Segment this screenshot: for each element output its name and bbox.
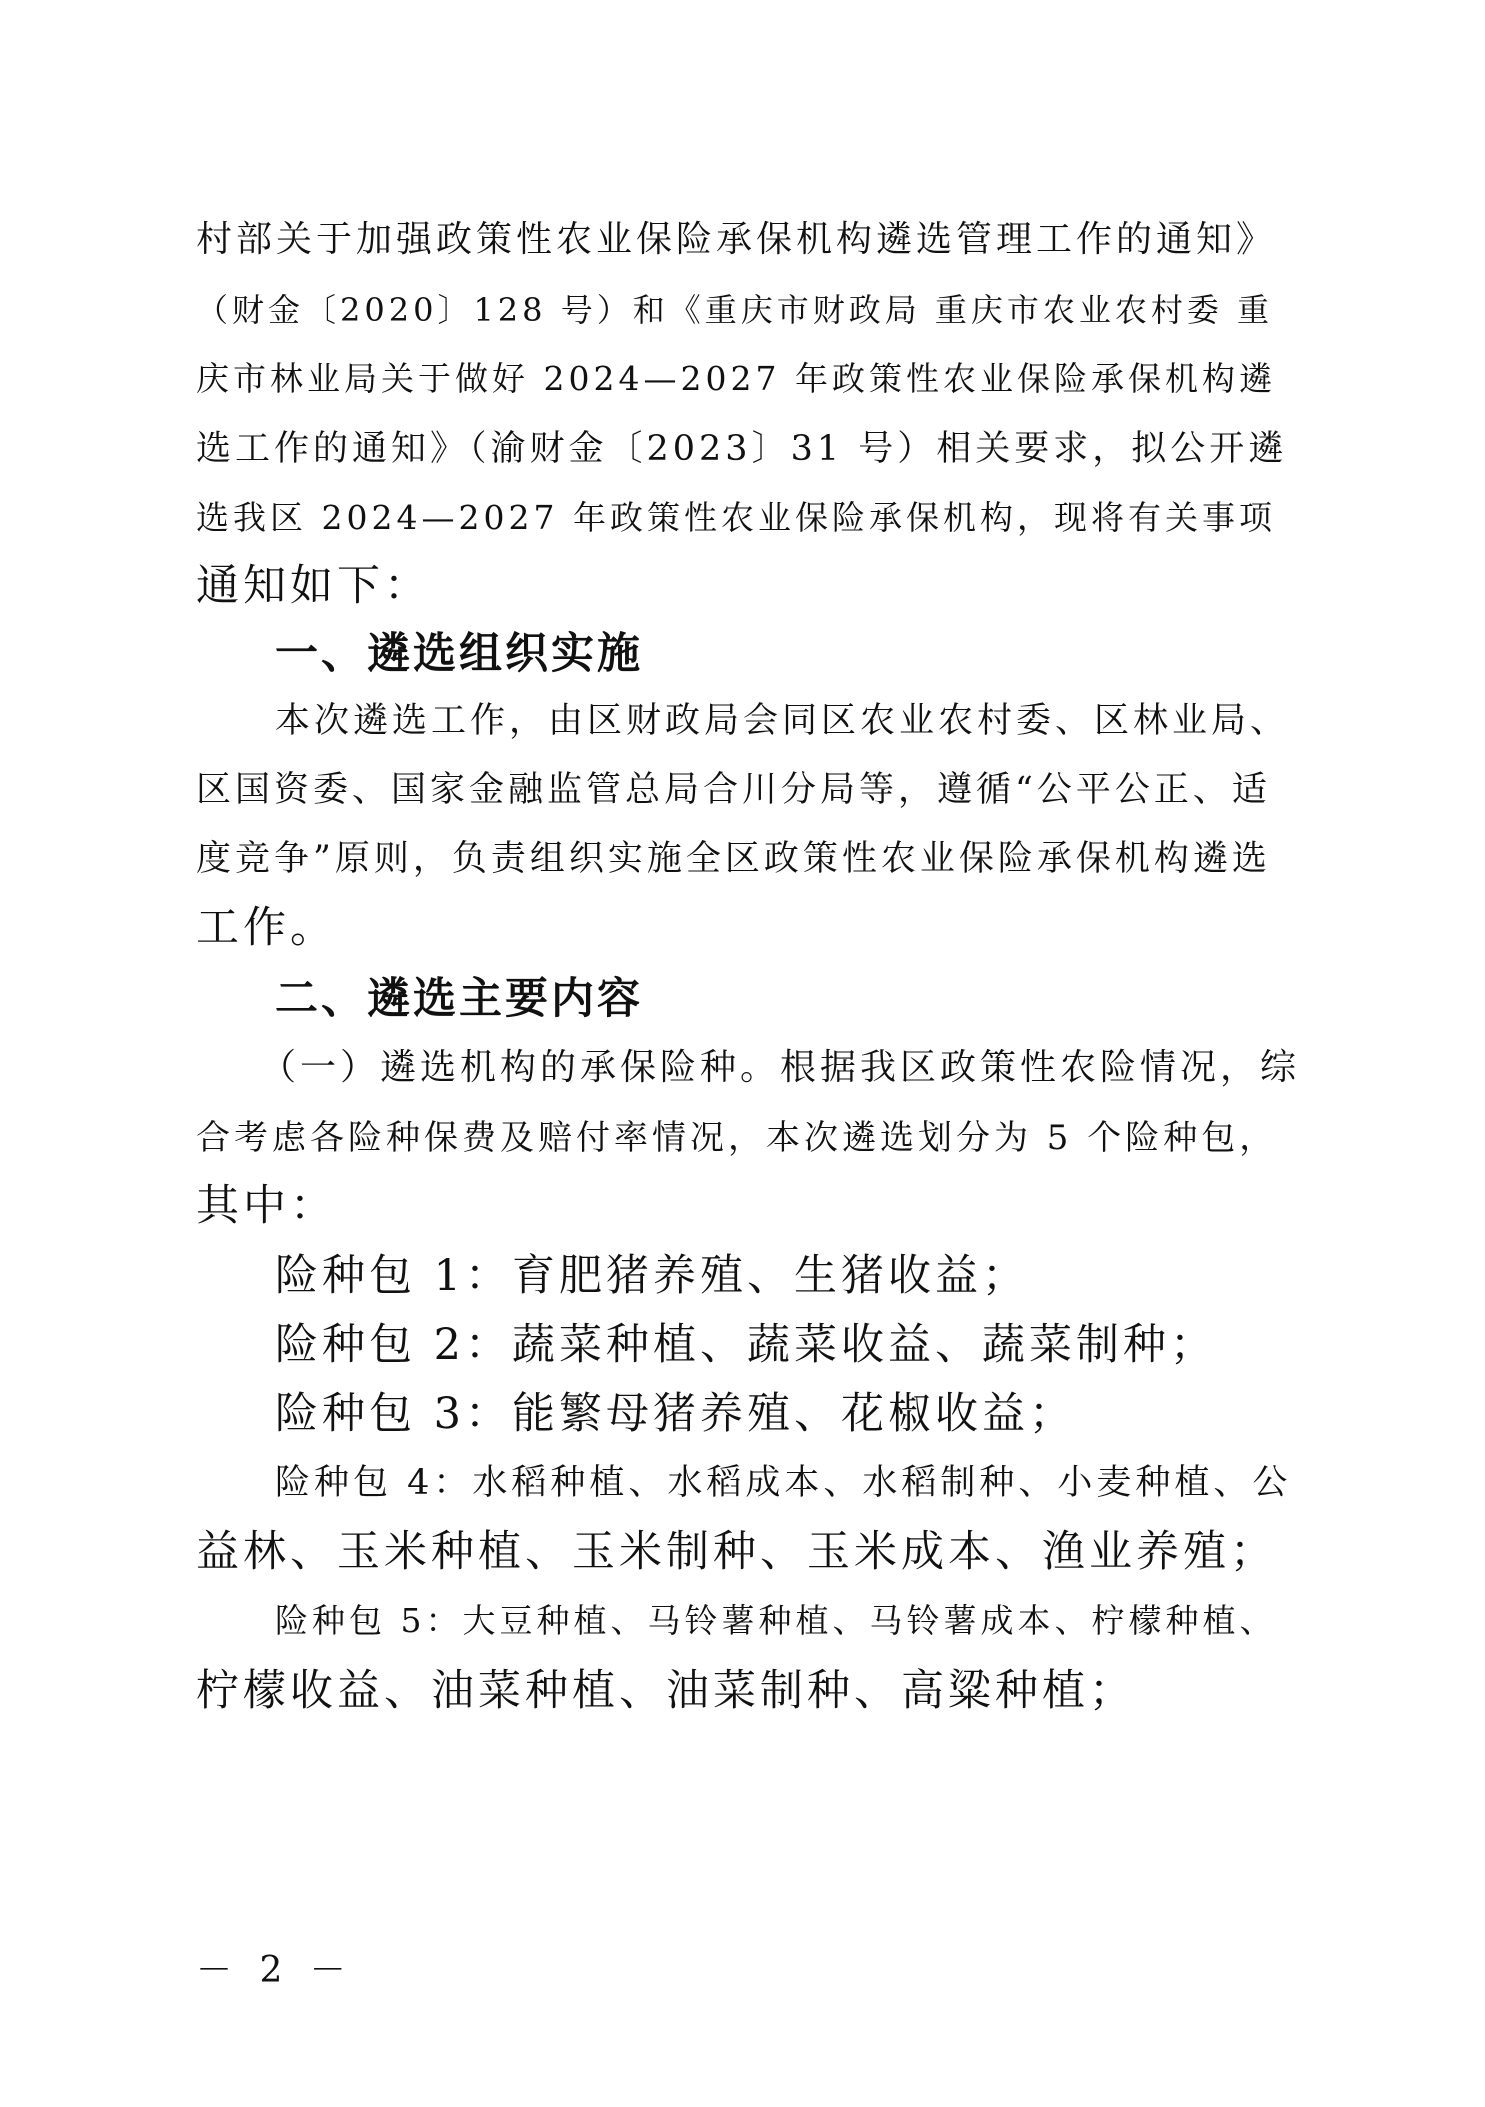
body-text-line: 本次遴选工作，由区财政局会同区农业农村委、区林业局、 — [275, 701, 1290, 741]
body-text-line: 庆市林业局关于做好 2024—2027 年政策性农业保险承保机构遴 — [196, 359, 1276, 398]
list-item: 险种包 2：蔬菜种植、蔬菜收益、蔬菜制种； — [275, 1320, 1218, 1370]
body-text-line: 工作。 — [196, 903, 337, 953]
list-item: 险种包 1：育肥猪养殖、生猪收益； — [275, 1251, 1030, 1301]
body-text-line: 村部关于加强政策性农业保险承保机构遴选管理工作的通知》 — [196, 219, 1277, 260]
section-heading-1: 一、遴选组织实施 — [275, 629, 643, 679]
list-item-continuation: 柠檬收益、油菜种植、油菜制种、高粱种植； — [196, 1666, 1136, 1716]
page-number: － 2 － — [196, 1950, 354, 1991]
body-text-line: 选工作的通知》（渝财金〔2023〕31 号）相关要求，拟公开遴 — [196, 429, 1288, 469]
list-item: 险种包 3：能繁母猪养殖、花椒收益； — [275, 1389, 1077, 1439]
list-item-continuation: 益林、玉米种植、玉米制种、玉米成本、渔业养殖； — [196, 1527, 1277, 1577]
body-text-line: 通知如下： — [196, 561, 431, 611]
body-text-line: （财金〔2020〕128 号）和《重庆市财政局 重庆市农业农村委 重 — [196, 291, 1274, 329]
body-text-line: 度竞争”原则，负责组织实施全区政策性农业保险承保机构遴选 — [196, 839, 1271, 879]
body-text-line: 区国资委、国家金融监管总局合川分局等，遵循“公平公正、适 — [196, 770, 1271, 810]
body-text-line: 其中： — [196, 1181, 337, 1231]
section-heading-2: 二、遴选主要内容 — [275, 974, 643, 1024]
body-text-line: 选我区 2024—2027 年政策性农业保险承保机构，现将有关事项 — [196, 498, 1276, 537]
list-item: 险种包 4：水稻种植、水稻成本、水稻制种、小麦种植、公 — [275, 1463, 1292, 1503]
body-text-line: （一）遴选机构的承保险种。根据我区政策性农险情况，综 — [260, 1047, 1301, 1088]
body-text-line: 合考虑各险种保费及赔付率情况，本次遴选划分为 5 个险种包， — [196, 1118, 1278, 1158]
list-item: 险种包 5：大豆种植、马铃薯种植、马铃薯成本、柠檬种植、 — [275, 1601, 1277, 1640]
